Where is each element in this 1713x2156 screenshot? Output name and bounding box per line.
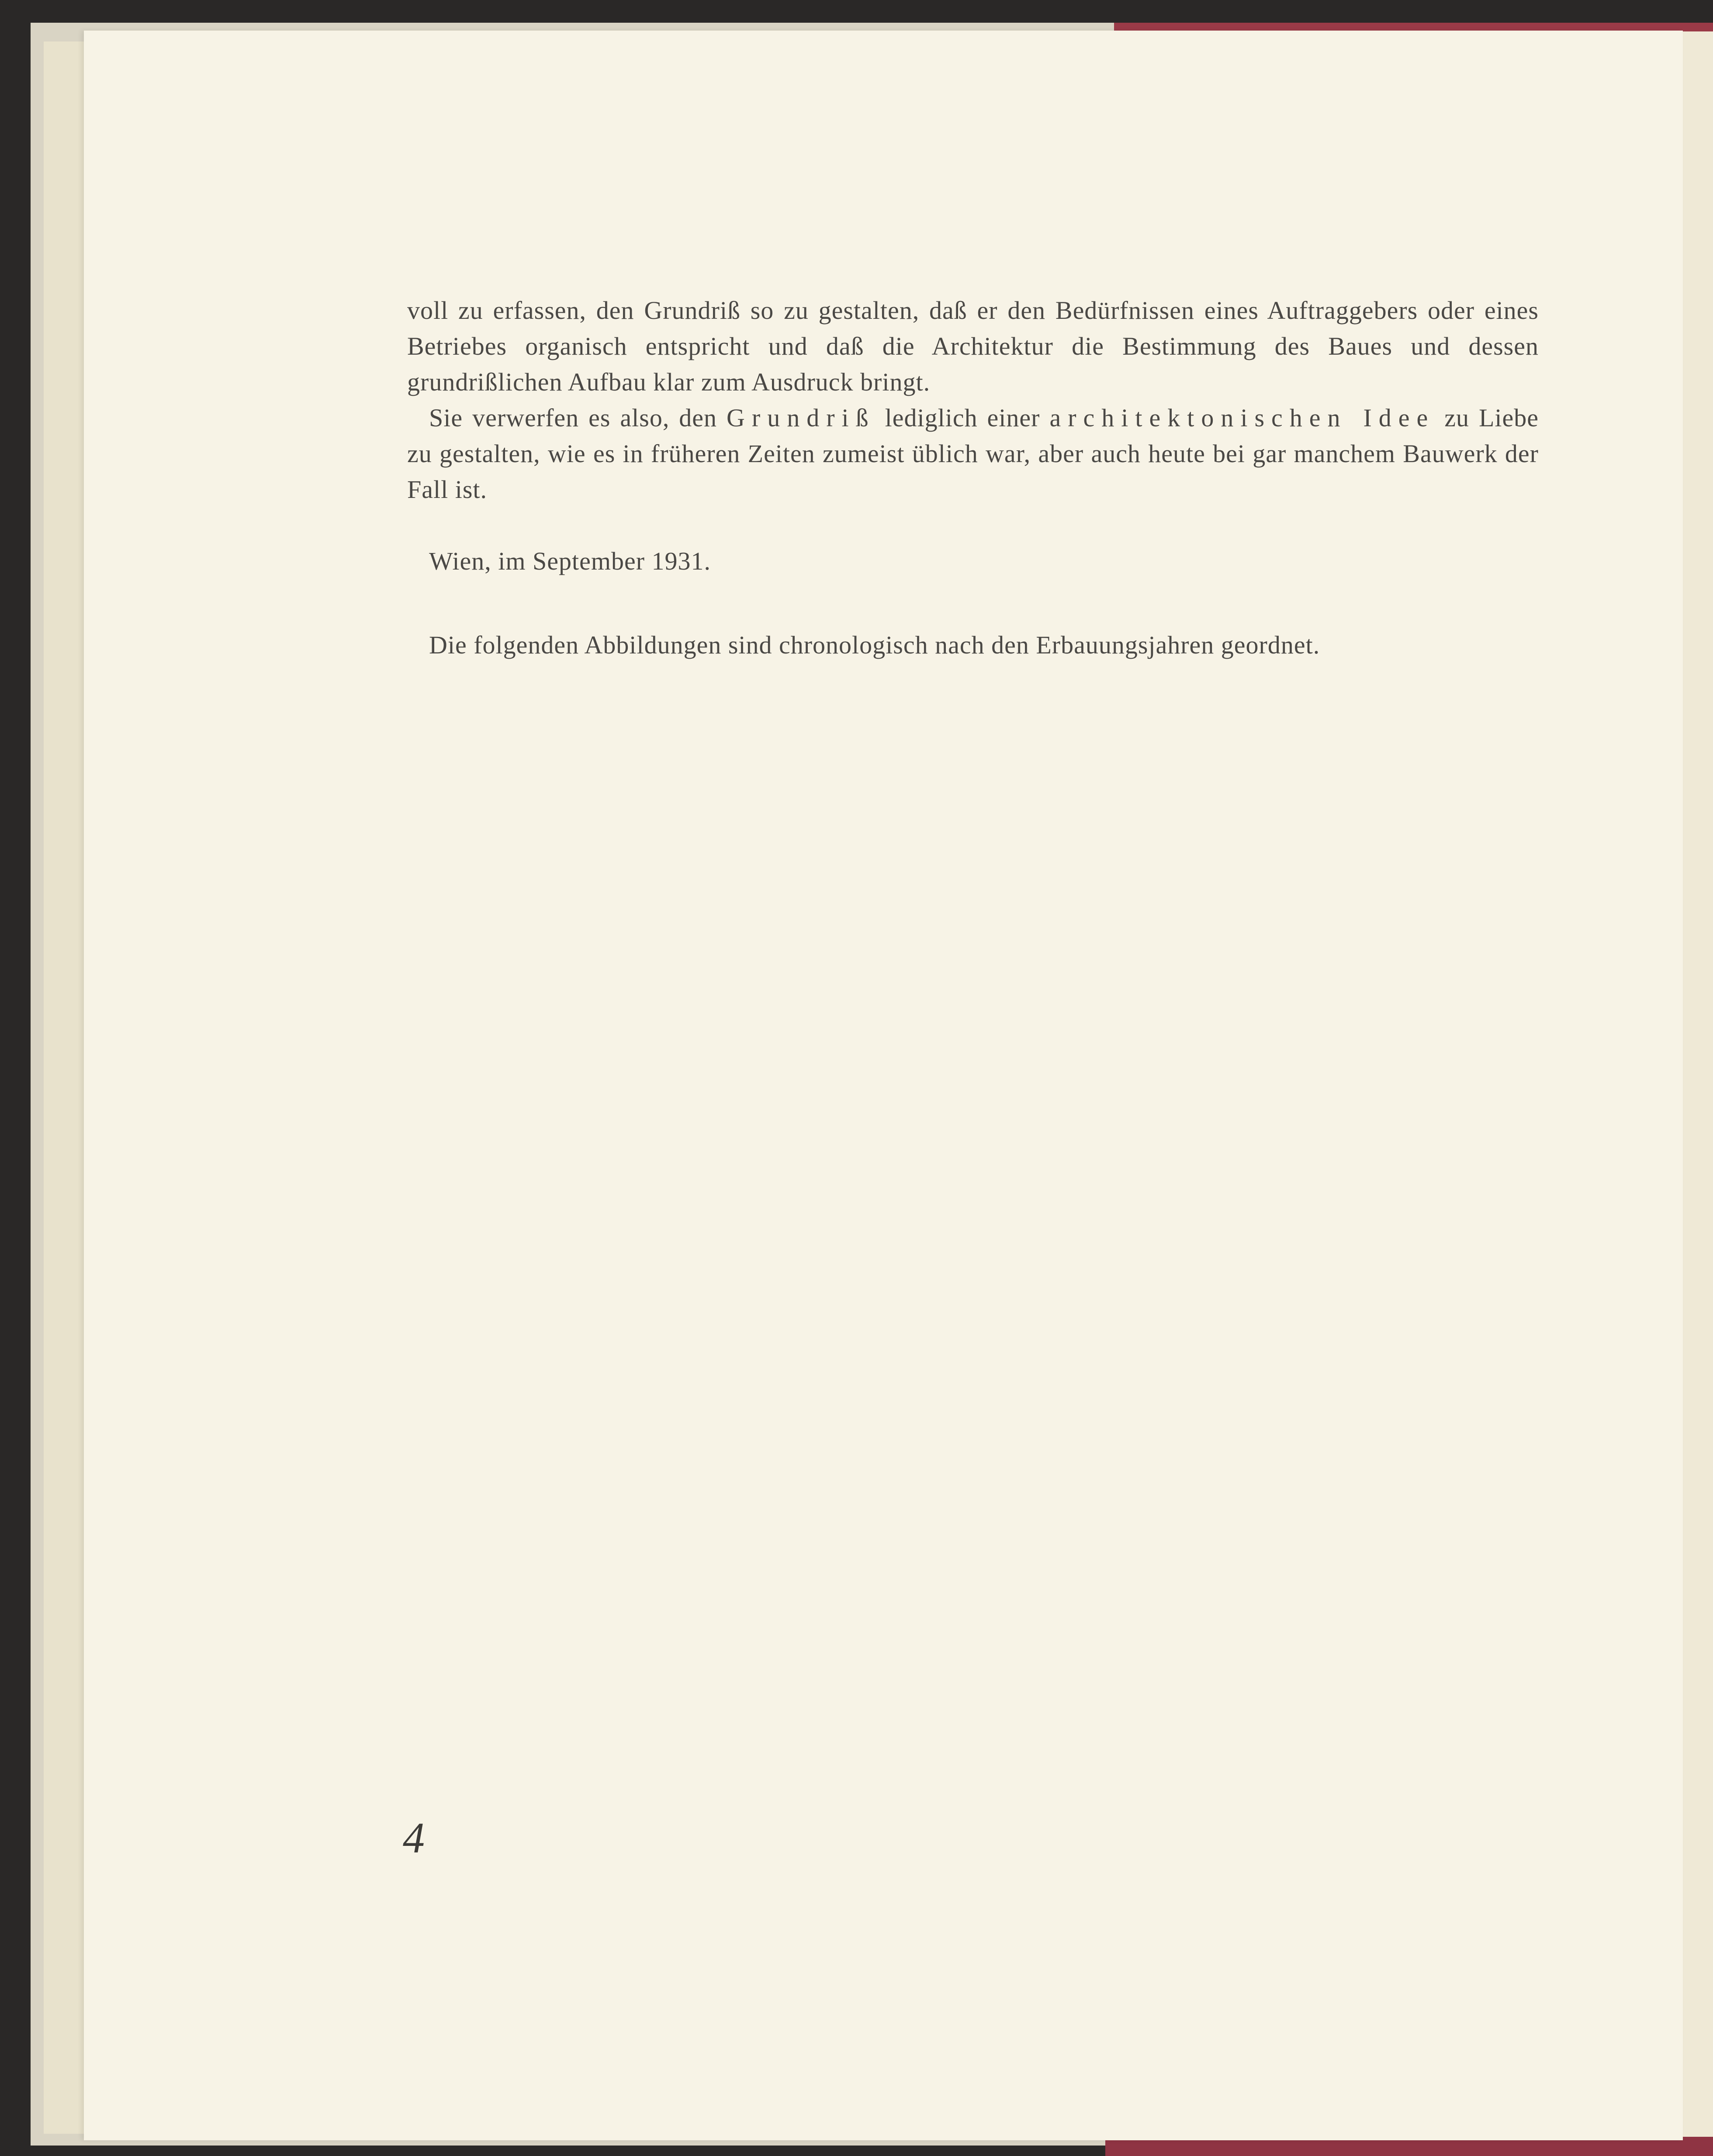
book-page	[84, 31, 1683, 2140]
paragraph-2-part-1: Sie verwerfen es also, den	[429, 404, 727, 432]
paragraph-1: voll zu erfassen, den Grundriß so zu gestalten, daß er den Bedürfnissen eines Auftraggebers oder eines Betriebes organisch entspricht und daß die Architektur die Bestimmung des Baues und dessen grundrißlichen Aufbau klar zum Ausdruck bringt.	[407, 296, 1539, 396]
next-page-edge	[1678, 31, 1713, 2137]
paragraph-3: Die folgenden Abbildungen sind chronologisch nach den Erbauungsjahren geordnet.	[429, 631, 1320, 659]
text-block	[407, 293, 1539, 663]
paragraph-2	[407, 400, 1539, 508]
spaced-phrase-architektonischen-idee: architektonischen Idee	[1049, 404, 1435, 432]
paragraph-2-part-3: zu Liebe zu gestalten, wie es in früheren Zeiten zumeist üblich war, aber auch heute bei gar manchem Bauwerk der Fall ist.	[407, 404, 1539, 504]
date-line: Wien, im September 1931.	[429, 547, 711, 575]
page-number: 4	[403, 1814, 425, 1862]
spaced-word-grundriss: Grundriß	[727, 404, 876, 432]
paragraph-2-part-2: lediglich einer	[875, 404, 1050, 432]
